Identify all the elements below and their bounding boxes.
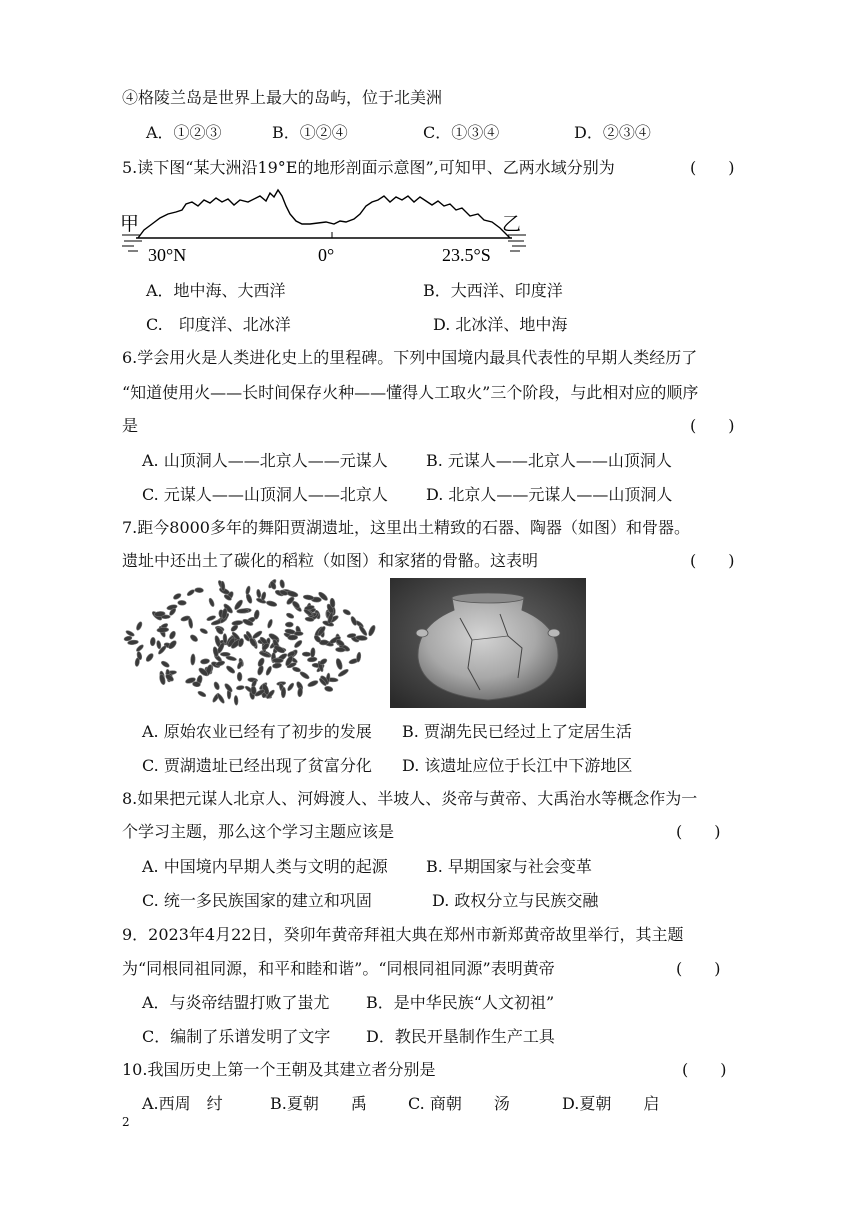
rice-grain [200, 658, 210, 664]
q4-statement-4: ④格陵兰岛是世界上最大的岛屿，位于北美洲 [122, 88, 443, 107]
rice-grain [223, 634, 227, 644]
rice-grain [261, 591, 267, 600]
rice-grain [172, 592, 182, 600]
rice-grain [213, 681, 220, 690]
rice-grain [225, 665, 236, 675]
rice-grain [337, 668, 349, 678]
rice-grain [208, 597, 215, 607]
rice-grain [307, 679, 319, 687]
rice-grain [188, 618, 193, 629]
q6-option-b: B. 元谋人——北京人——山顶洞人 [426, 451, 672, 470]
terrain-profile-line [138, 190, 510, 238]
rice-grain [253, 610, 260, 620]
rice-grain [135, 621, 143, 631]
rice-grain [195, 587, 204, 592]
rice-grain [287, 682, 295, 692]
q5-option-c: C. 印度洋、北冰洋 [146, 315, 291, 334]
q8-stem-line2: 个学习主题，那么这个学习主题应该是 [122, 822, 395, 841]
rice-grain [356, 652, 361, 662]
q5-option-d: D. 北冰洋、地中海 [433, 315, 568, 334]
q9-stem-line2: 为“同根同祖同源，和平和睦和谐”。“同根同祖同源”表明黄帝 [122, 959, 555, 978]
rice-grain [335, 647, 345, 652]
q9-option-d: D．教民开垦制作生产工具 [366, 1027, 555, 1046]
rice-grain [257, 657, 266, 667]
rice-grain [232, 620, 244, 626]
q8-option-d: D. 政权分立与民族交融 [432, 891, 599, 910]
q9-stem-line1: 9．2023年4月22日，癸卯年黄帝拜祖大典在郑州市新郑黄帝故里举行，其主题 [122, 925, 684, 944]
q9-option-a: A．与炎帝结盟打败了蚩尤 [142, 993, 330, 1012]
rice-grain [292, 666, 301, 673]
q5-answer-paren: ( ) [690, 158, 735, 177]
rice-grain [310, 647, 315, 657]
latitude-30n-label: 30°N [148, 245, 187, 265]
rice-grain [266, 600, 278, 607]
q4-option-d: D．②③④ [574, 123, 651, 142]
rice-grain [135, 644, 144, 653]
rice-grain [236, 685, 245, 690]
q5-option-b: B．大西洋、印度洋 [423, 281, 563, 300]
q9-option-c: C．编制了乐谱发明了文字 [142, 1027, 331, 1046]
rice-grain [145, 652, 155, 662]
q6-stem-line1: 6.学会用火是人类进化史上的里程碑。下列中国境内最具代表性的早期人类经历了 [122, 348, 698, 367]
rice-grain [186, 589, 195, 597]
q8-option-c: C. 统一多民族国家的建立和巩固 [142, 891, 372, 910]
rice-grain [190, 654, 195, 665]
rice-grain [265, 666, 273, 676]
rice-grain [220, 652, 230, 656]
page-number: 2 [122, 1115, 130, 1129]
rice-grain [160, 660, 170, 668]
q7-option-c: C. 贾湖遗址已经出现了贫富分化 [142, 756, 372, 775]
rice-grain [256, 589, 261, 598]
latitude-23-5s-label: 23.5°S [442, 245, 491, 265]
pottery-jar-image [390, 578, 586, 708]
q7-stem-line2: 遗址中还出土了碳化的稻粒（如图）和家猪的骨骼。这表明 [122, 551, 539, 570]
rice-grain [281, 687, 286, 698]
rice-grain [234, 695, 238, 705]
q5-option-a: A．地中海、大西洋 [146, 281, 286, 300]
rice-grain [159, 674, 167, 686]
q7-answer-paren: ( ) [690, 551, 735, 570]
rice-grain [245, 586, 251, 595]
rice-grain [302, 652, 311, 657]
q6-option-c: C. 元谋人——山顶洞人——北京人 [142, 485, 388, 504]
q6-stem-line2: “知道使用火——长时间保存火种——懂得人工取火”三个阶段，与此相对应的顺序 [122, 383, 699, 402]
rice-grain [335, 658, 343, 670]
q8-answer-paren: ( ) [676, 822, 721, 841]
rice-grain [272, 658, 283, 663]
q9-option-b: B．是中华民族“人文初祖” [366, 993, 555, 1012]
q7-option-a: A. 原始农业已经有了初步的发展 [142, 722, 372, 741]
rice-grain [285, 622, 293, 627]
rice-grain [367, 624, 376, 636]
q8-option-b: B. 早期国家与社会变革 [426, 857, 592, 876]
rice-grain [267, 619, 274, 629]
rice-grain [150, 637, 156, 646]
q6-option-a: A. 山顶洞人——北京人——元谋人 [142, 451, 388, 470]
rice-grain [189, 634, 199, 643]
rice-grain [215, 660, 225, 667]
rice-grain [226, 655, 237, 661]
q10-answer-paren: ( ) [682, 1060, 727, 1079]
rice-grain [299, 671, 310, 681]
q10-option-a: A.西周 纣 [142, 1094, 223, 1113]
q6-stem-line3: 是 [122, 416, 139, 435]
q4-option-a: A．①②③ [146, 123, 222, 142]
q9-answer-paren: ( ) [676, 959, 721, 978]
q4-option-b: B．①②④ [272, 123, 348, 142]
rice-grain [303, 594, 314, 600]
q7-stem-line1: 7.距今8000多年的舞阳贾湖遗址，这里出土精致的石器、陶器（如图）和骨器。 [122, 518, 690, 537]
q6-answer-paren: ( ) [690, 416, 735, 435]
rice-grain [288, 635, 298, 641]
water-body-jia-label: 甲 [120, 214, 140, 235]
q8-option-a: A. 中国境内早期人类与文明的起源 [142, 857, 388, 876]
q4-option-c: C．①③④ [423, 123, 500, 142]
rice-grain [157, 627, 169, 633]
q10-option-b: B.夏朝 禹 [270, 1094, 367, 1113]
rice-grain [156, 640, 161, 649]
q7-option-d: D. 该遗址应位于长江中下游地区 [402, 756, 633, 775]
carbonized-rice-image [122, 578, 384, 706]
rice-grain [206, 615, 216, 622]
q5-stem: 5.读下图“某大洲沿19°E的地形剖面示意图”,可知甲、乙两水域分别为 [122, 158, 615, 177]
rice-grain [286, 612, 295, 619]
q7-option-b: B. 贾湖先民已经过上了定居生活 [402, 722, 632, 741]
q8-stem-line1: 8.如果把元谋人北京人、河姆渡人、半坡人、炎帝与黄帝、大禹治水等概念作为一 [122, 789, 698, 808]
rice-grain [272, 662, 282, 668]
rice-grain [237, 672, 242, 681]
rice-grain [197, 690, 207, 698]
q10-option-d: D.夏朝 启 [562, 1094, 660, 1113]
latitude-0-label: 0° [318, 245, 335, 265]
q6-option-d: D. 北京人——元谋人——山顶洞人 [426, 485, 673, 504]
rice-grain [293, 639, 303, 649]
rice-grain [342, 608, 351, 616]
rice-grain [168, 630, 176, 640]
rice-grain [297, 687, 303, 697]
rice-grain [279, 579, 285, 588]
terrain-profile-figure [120, 188, 530, 266]
rice-grain [199, 627, 208, 634]
q10-stem: 10.我国历史上第一个王朝及其建立者分别是 [122, 1060, 436, 1079]
q10-option-c: C. 商朝 汤 [408, 1094, 510, 1113]
rice-grain [324, 686, 333, 693]
rice-grain [178, 600, 187, 605]
water-body-yi-label: 乙 [502, 214, 522, 235]
